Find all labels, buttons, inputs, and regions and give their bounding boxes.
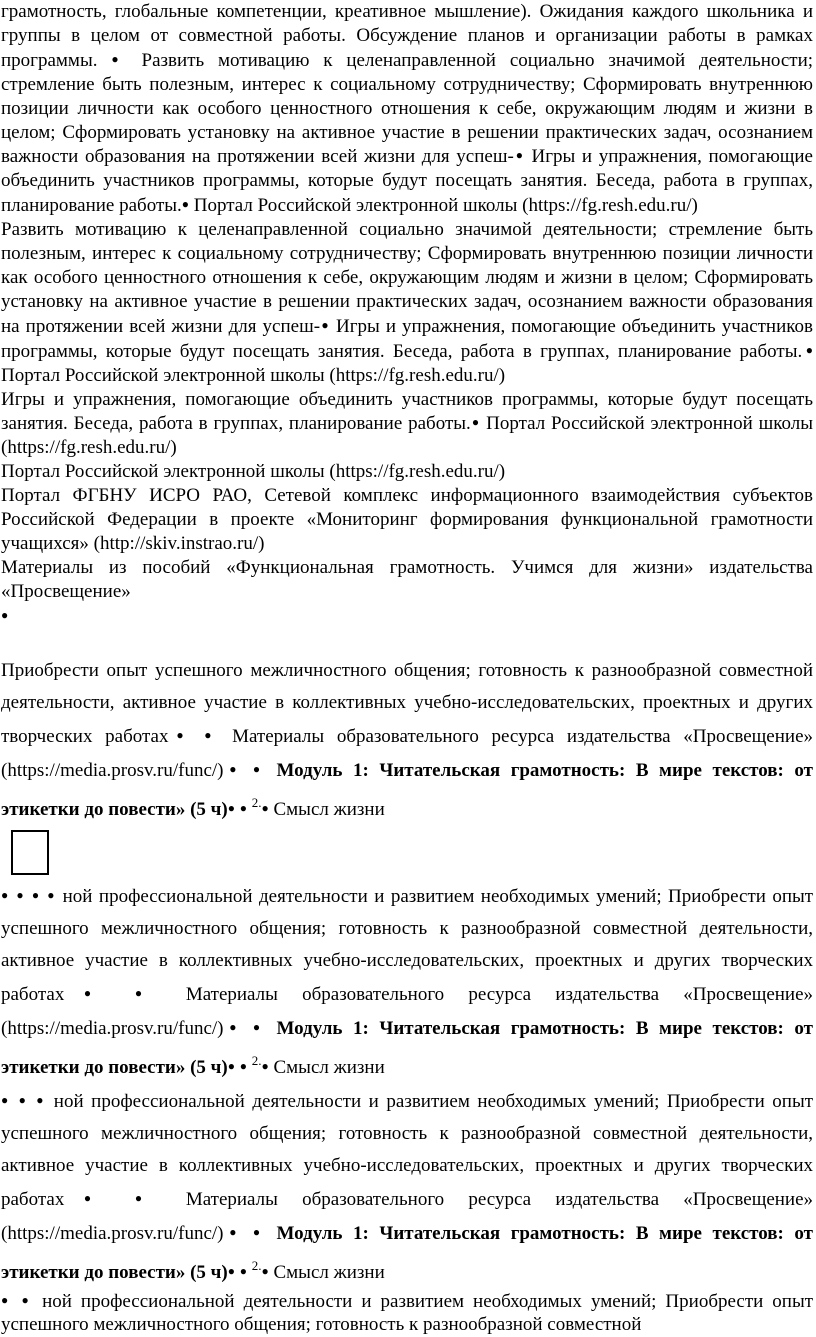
bullet-icon: ● [1, 607, 9, 622]
item-number: 2. [251, 1257, 262, 1273]
bullet-line [1, 604, 813, 629]
spacer [1, 629, 813, 655]
bullet-icon: ● [134, 985, 162, 1000]
paragraph-8: ● ● ● ● ной профессиональной деятельности и развитием необходимых умений; Приобрести опыт успешного межличностного общения; готовность к разнообразной совместной деятельности, активное участие в коллективных учебно-исследовательских, проектных и других творческих работах● ● Материалы образовательного ресурса издательства «Просвещение» (https://media.prosv.ru/func/)● ● Модуль 1: Читательская грамотность: В мире текстов: от этикетки до повести» (5 ч)● ● $^{2.}$● Смысл жизни [1, 885, 814, 1078]
bullet-icon: ● [223, 761, 243, 776]
paragraph-2: Развить мотивацию к целенаправленной социально значимой деятельности; стремление быть полезным, интерес к социальному сотрудничеству; Сформировать внутреннюю позиции личности как особого ценностного отношения к себе, окружающим людям и жизни в целом; Сформировать установку на активное участие в решении практических задач, осознанием важности образования на протяжении всей жизни для успеш-● Игры и упражнения, помогающие объединить участников программы, которые будут посещать занятия. Беседа, работа в группах, планирование работы.● Портал Российской электронной школы (https://fg.resh.edu.ru/) [1, 219, 814, 386]
bullet-icon: ● [470, 415, 481, 430]
module-title: Модуль 1: Читательская грамотность: В мире текстов: от этикетки до повести» (5 ч) [1, 1017, 813, 1078]
paragraph-9: ● ● ● ной профессиональной деятельности и развитием необходимых умений; Приобрести опыт успешного межличностного общения; готовность к разнообразной совместной деятельности, активное участие в коллективных учебно-исследовательских, проектных и других творческих работах● ● Материалы образовательного ресурса издательства «Просвещение» (https://media.prosv.ru/func/)● ● Модуль 1: Читательская грамотность: В мире текстов: от этикетки до повести» (5 ч)● ● $^{2.}$● Смысл жизни [1, 1090, 814, 1283]
bullet-icon: ● [21, 1292, 34, 1307]
bullet-icon: ● [64, 985, 111, 1000]
bullet-icon: ● [261, 800, 269, 815]
bullet-icon: ● [31, 887, 41, 902]
bullet-icon: ● [204, 727, 220, 742]
bullet-icon: ● [1, 1292, 13, 1307]
bullet-icon: ● [320, 317, 330, 332]
bullet-icon: ● [227, 800, 235, 815]
paragraph-4: Портал Российской электронной школы (https://fg.resh.edu.ru/) [1, 461, 506, 483]
paragraph-6: Материалы из пособий «Функциональная грамотность. Учимся для жизни» издательства «Просвещение» [1, 556, 813, 602]
module-title: Модуль 1: Читательская грамотность: В мире текстов: от этикетки до повести» (5 ч) [1, 1222, 813, 1283]
bullet-icon: ● [134, 1190, 162, 1205]
bullet-icon: ● [223, 1224, 243, 1239]
bullet-icon: ● [239, 800, 247, 815]
paragraph-5: Портал ФГБНУ ИСРО РАО, Сетевой комплекс информационного взаимодействия субъектов Российской Федерации в проекте «Мониторинг формирования функциональной грамотности учащихся» (http://skiv.instrao.ru/) [1, 485, 813, 554]
module-title: Модуль 1: Читательская грамотность: В мире текстов: от этикетки до повести» (5 ч) [1, 759, 813, 820]
bullet-icon: ● [261, 1263, 269, 1278]
bullet-icon: ● [47, 887, 57, 902]
bullet-icon: ● [18, 1092, 29, 1107]
bullet-icon: ● [513, 148, 525, 163]
bullet-icon: ● [1, 1092, 12, 1107]
bullet-icon: ● [111, 51, 128, 66]
paragraph-10: ● ● ной профессиональной деятельности и развитием необходимых умений; Приобрести опыт успешного межличностного общения; готовность к разнообразной совместной [1, 1290, 814, 1336]
empty-checkbox-icon [11, 830, 49, 875]
bullet-icon: ● [16, 887, 26, 902]
meaning-of-life: Смысл жизни [273, 798, 385, 820]
bullet-icon: ● [239, 1058, 247, 1073]
paragraph-7: Приобрести опыт успешного межличностного общения; готовность к разнообразной совместной деятельности, активное участие в коллективных учебно-исследовательских, проектных и других творческих работах● ● Материалы образовательного ресурса издательства «Просвещение» (https://media.prosv.ru/func/)● ● Модуль 1: Читательская грамотность: В мире текстов: от этикетки до повести» (5 ч)● ● $^{2.}$● Смысл жизни [1, 659, 814, 820]
bullet-icon: ● [261, 1058, 269, 1073]
item-number: 2. [251, 794, 262, 810]
bullet-icon: ● [252, 761, 266, 776]
paragraph-3: Игры и упражнения, помогающие объединить участников программы, которые будут посещать занятия. Беседа, работа в группах, планирование работы.● Портал Российской электронной школы (https://fg.resh.edu.ru/) [1, 388, 814, 459]
bullet-icon: ● [252, 1019, 266, 1034]
bullet-icon: ● [227, 1263, 235, 1278]
bullet-icon: ● [223, 1019, 243, 1034]
bullet-icon: ● [181, 197, 190, 212]
bullet-icon: ● [1, 887, 10, 902]
bullet-icon: ● [227, 1058, 235, 1073]
bullet-icon: ● [239, 1263, 247, 1278]
bullet-icon: ● [36, 1092, 47, 1107]
bullet-icon: ● [802, 342, 813, 357]
item-number: 2. [251, 1052, 262, 1068]
bullet-icon: ● [252, 1224, 266, 1239]
bullet-icon: ● [168, 727, 192, 742]
paragraph-1: грамотность, глобальные компетенции, креативное мышление). Ожидания каждого школьника и группы в целом от совместной работы. Обсуждение планов и организации работы в рамках программы. ● Развить мотивацию к целенаправленной социально значимой деятельности; стремление быть полезным, интерес к социальному сотрудничеству; Сформировать внутреннюю позиции личности как особого ценностного отношения к себе, окружающим людям и жизни в целом; Сформировать установку на активное участие в решении практических задач, осознанием важности образования на протяжении всей жизни для успеш-● Игры и упражнения, помогающие объединить участников программы, которые будут посещать занятия. Беседа, работа в группах, планирование работы.● Портал Российской электронной школы (https://fg.resh.edu.ru/) [1, 1, 814, 217]
bullet-icon: ● [64, 1190, 111, 1205]
